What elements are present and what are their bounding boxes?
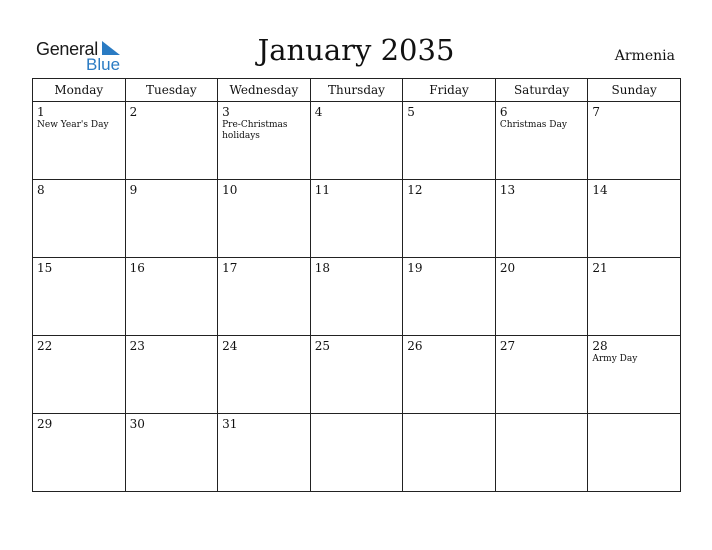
day-number: 14 [592, 183, 608, 197]
day-cell-content [218, 258, 310, 278]
day-cell[interactable] [33, 102, 126, 180]
day-cell-content [311, 336, 403, 356]
day-cell-content [126, 102, 218, 122]
day-cell[interactable] [495, 258, 588, 336]
page-title: January 2035 [257, 33, 455, 67]
weekday-header-thursday: Thursday [310, 79, 403, 102]
day-number: 29 [37, 417, 53, 431]
day-cell-content [126, 336, 218, 356]
day-cell[interactable] [310, 258, 403, 336]
day-cell-content [496, 180, 588, 200]
weekday-header-sunday: Sunday [588, 79, 681, 102]
empty-day-cell [310, 414, 403, 492]
day-cell[interactable] [218, 180, 311, 258]
day-cell[interactable] [218, 336, 311, 414]
day-cell-content [126, 180, 218, 200]
day-cell-content [311, 414, 403, 420]
day-cell-content [218, 102, 310, 145]
day-cell-content [311, 180, 403, 200]
day-cell[interactable] [495, 102, 588, 180]
week-row [33, 414, 681, 492]
day-cell[interactable] [33, 258, 126, 336]
day-cell-content [311, 258, 403, 278]
day-cell[interactable] [588, 336, 681, 414]
week-row [33, 102, 681, 180]
day-number: 12 [407, 183, 423, 197]
day-cell-content [126, 414, 218, 434]
day-number: 17 [222, 261, 238, 275]
day-cell-content [33, 258, 125, 278]
day-cell[interactable] [218, 102, 311, 180]
day-cell-content [33, 180, 125, 200]
day-cell-content [33, 336, 125, 356]
day-number: 13 [499, 183, 516, 197]
day-cell[interactable] [588, 180, 681, 258]
day-cell-content [403, 414, 495, 420]
day-cell-content [403, 336, 495, 356]
day-number: 28 [592, 339, 608, 353]
holiday-label: Army Day [592, 354, 638, 364]
day-cell[interactable] [403, 258, 496, 336]
day-cell-content [126, 258, 218, 278]
calendar-grid [32, 78, 681, 492]
holiday-label: New Year's Day [37, 120, 109, 130]
day-cell-content [496, 258, 588, 278]
day-number: 19 [407, 261, 423, 275]
day-cell-content [33, 414, 125, 434]
weekday-header-tuesday: Tuesday [125, 79, 218, 102]
weekday-header-saturday: Saturday [495, 79, 588, 102]
day-cell[interactable] [403, 336, 496, 414]
day-cell-content [33, 102, 125, 134]
day-cell[interactable] [403, 102, 496, 180]
day-cell[interactable] [218, 414, 311, 492]
day-cell[interactable] [125, 414, 218, 492]
day-cell-content [218, 180, 310, 200]
day-cell-content [403, 102, 495, 122]
day-cell[interactable] [403, 180, 496, 258]
day-cell[interactable] [125, 258, 218, 336]
empty-day-cell [588, 414, 681, 492]
day-number: 7 [592, 105, 601, 119]
week-row [33, 336, 681, 414]
day-cell-content [588, 102, 680, 122]
day-cell-content [218, 336, 310, 356]
holiday-label: Christmas Day [499, 120, 567, 130]
day-cell[interactable] [310, 336, 403, 414]
holiday-label: Pre-Christmas holidays [222, 120, 288, 141]
day-number: 9 [129, 183, 138, 197]
day-cell-content [403, 258, 495, 278]
day-cell-content [311, 102, 403, 122]
empty-day-cell [403, 414, 496, 492]
day-cell[interactable] [588, 102, 681, 180]
day-cell-content [403, 180, 495, 200]
weekday-header-friday: Friday [403, 79, 496, 102]
day-number: 21 [592, 261, 608, 275]
day-number: 2 [129, 105, 138, 119]
day-number: 11 [314, 183, 330, 197]
empty-day-cell [495, 414, 588, 492]
logo-text-blue: Blue [86, 55, 121, 74]
day-number: 24 [222, 339, 238, 353]
day-number: 25 [314, 339, 330, 353]
day-cell[interactable] [495, 336, 588, 414]
day-cell[interactable] [310, 102, 403, 180]
day-cell[interactable] [588, 258, 681, 336]
logo-text-general: General [36, 39, 98, 59]
country-label: Armenia [614, 48, 675, 64]
day-number: 22 [37, 339, 53, 353]
day-number: 1 [37, 105, 45, 119]
week-row [33, 180, 681, 258]
day-cell-content [588, 258, 680, 278]
day-cell[interactable] [33, 180, 126, 258]
day-number: 10 [222, 183, 238, 197]
day-number: 23 [129, 339, 145, 353]
day-cell-content [588, 336, 680, 368]
day-number: 20 [499, 261, 516, 275]
day-number: 26 [407, 339, 423, 353]
weekday-header-row [33, 79, 681, 102]
day-number: 6 [499, 105, 508, 119]
day-number: 5 [407, 105, 415, 119]
day-cell[interactable] [310, 180, 403, 258]
weekday-header-wednesday: Wednesday [218, 79, 311, 102]
day-cell-content [496, 336, 588, 356]
day-number: 8 [37, 183, 45, 197]
day-cell[interactable] [218, 258, 311, 336]
day-number: 30 [129, 417, 145, 431]
day-number: 18 [314, 261, 330, 275]
weekday-header-monday: Monday [33, 79, 126, 102]
day-number: 16 [129, 261, 145, 275]
day-number: 27 [499, 339, 516, 353]
day-cell[interactable] [33, 414, 126, 492]
week-row [33, 258, 681, 336]
day-number: 4 [314, 105, 323, 119]
day-cell[interactable] [125, 336, 218, 414]
day-cell-content [588, 180, 680, 200]
day-number: 3 [222, 105, 230, 119]
day-cell[interactable] [125, 102, 218, 180]
calendar-body [33, 102, 681, 492]
day-cell[interactable] [125, 180, 218, 258]
day-cell[interactable] [495, 180, 588, 258]
day-cell-content [588, 414, 680, 420]
day-cell[interactable] [33, 336, 126, 414]
day-number: 15 [37, 261, 53, 275]
day-cell-content [496, 102, 588, 134]
day-cell-content [218, 414, 310, 434]
day-number: 31 [222, 417, 238, 431]
day-cell-content [496, 414, 588, 420]
